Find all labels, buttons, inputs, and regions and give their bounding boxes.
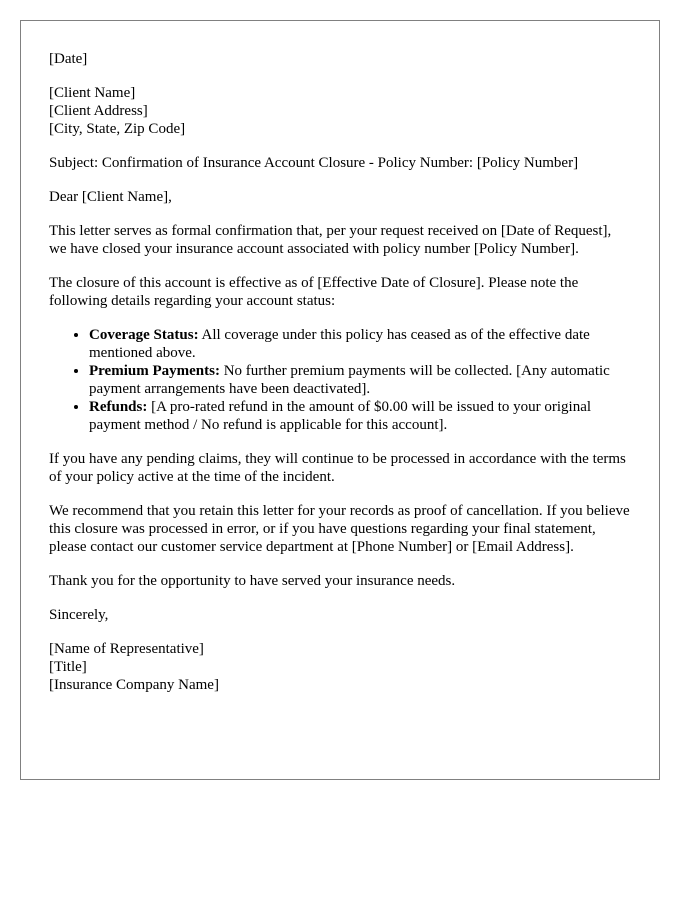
signature-block	[49, 640, 632, 694]
effective-date-paragraph: The closure of this account is effective as of [Effective Date of Closure]. Please note the following details regarding your account status:	[49, 275, 579, 309]
recipient-city-state-zip: [City, State, Zip Code]	[49, 121, 186, 137]
contact-paragraph: We recommend that you retain this letter for your records as proof of cancellation. If you believe this closure was processed in error, or if you have questions regarding your final statement, please contact our customer service department at [Phone Number] or [Email Address].	[49, 503, 630, 555]
account-status-list	[49, 326, 632, 434]
refunds-text: [A pro-rated refund in the amount of $0.00 will be issued to your original payment method / No refund is applicable for this account].	[89, 399, 592, 433]
coverage-status-text: All coverage under this policy has ceased as of the effective date mentioned above.	[89, 327, 590, 361]
recipient-address: [Client Address]	[49, 103, 148, 119]
list-item-refunds	[89, 398, 632, 434]
pending-claims-paragraph: If you have any pending claims, they will continue to be processed in accordance with the terms of your policy active at the time of the incident.	[49, 451, 626, 485]
representative-name: [Name of Representative]	[49, 641, 204, 657]
list-item-coverage-status	[89, 326, 632, 362]
premium-payments-text: No further premium payments will be collected. [Any automatic payment arrangements have been deactivated].	[89, 363, 610, 397]
company-name: [Insurance Company Name]	[49, 677, 219, 693]
recipient-name: [Client Name]	[49, 85, 136, 101]
letter-date: [Date]	[49, 51, 88, 67]
representative-title: [Title]	[49, 659, 87, 675]
list-item-premium-payments	[89, 362, 632, 398]
letter-closing: Sincerely,	[49, 607, 109, 623]
coverage-status-label: Coverage Status:	[89, 327, 199, 343]
letter-salutation: Dear [Client Name],	[49, 189, 172, 205]
premium-payments-label: Premium Payments:	[89, 363, 220, 379]
refunds-label: Refunds:	[89, 399, 148, 415]
letter-subject: Subject: Confirmation of Insurance Account Closure - Policy Number: [Policy Number]	[49, 155, 579, 171]
thank-you-paragraph: Thank you for the opportunity to have served your insurance needs.	[49, 573, 456, 589]
confirmation-paragraph: This letter serves as formal confirmation that, per your request received on [Date of Request], we have closed your insurance account associated with policy number [Policy Number].	[49, 223, 612, 257]
letter-page	[20, 20, 660, 780]
recipient-address-block	[49, 84, 632, 138]
